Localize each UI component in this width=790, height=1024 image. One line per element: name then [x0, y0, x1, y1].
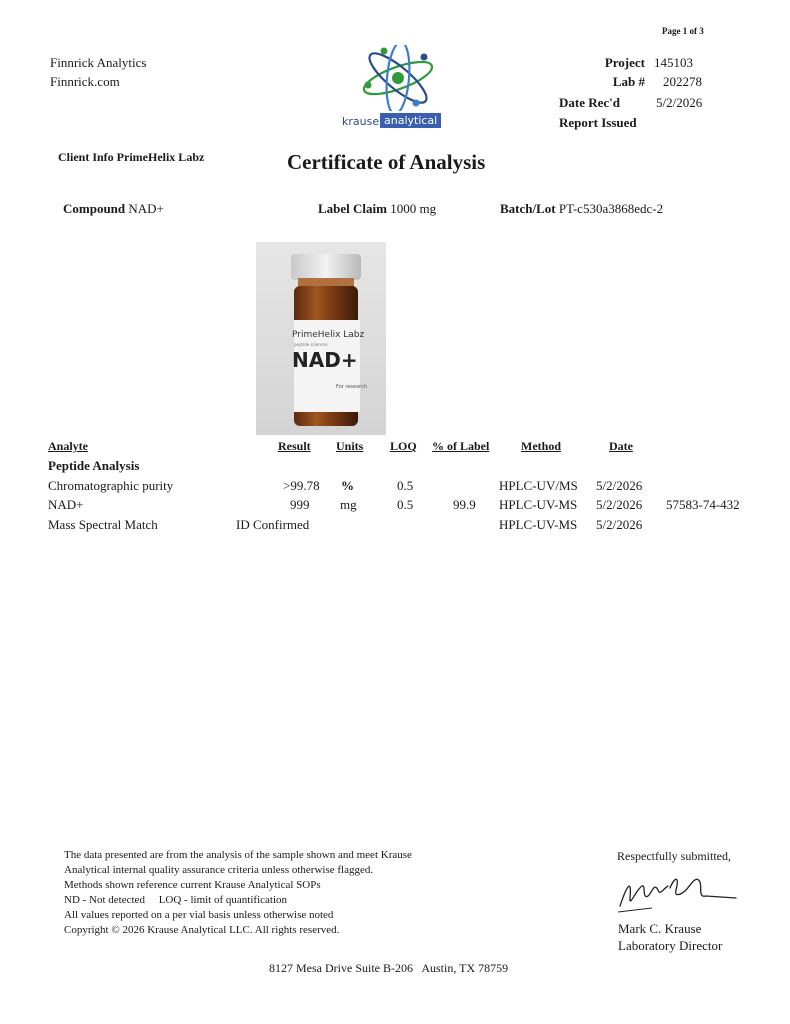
project-value: 145103	[654, 55, 693, 70]
table-cell-analyte: Chromatographic purity	[48, 478, 174, 493]
atom-logo-icon	[356, 45, 440, 111]
compound-value: NAD+	[128, 201, 164, 216]
signature-icon	[612, 868, 742, 918]
signer-name: Mark C. Krause	[618, 921, 702, 936]
org-name: Finnrick Analytics	[50, 55, 147, 70]
table-cell-units: mg	[340, 497, 357, 512]
col-header-loq: LOQ	[390, 439, 417, 453]
footer-note: ND - Not detected LOQ - limit of quantification	[64, 894, 287, 906]
col-header-method: Method	[521, 439, 561, 453]
table-cell-method: HPLC-UV-MS	[499, 497, 578, 512]
respectfully-submitted: Respectfully submitted,	[617, 849, 731, 863]
table-cell-result: 999	[290, 497, 310, 512]
col-header-analyte: Analyte	[48, 439, 88, 453]
signer-title: Laboratory Director	[618, 938, 723, 953]
page-number: Page 1 of 3	[662, 26, 704, 36]
footer-address: 8127 Mesa Drive Suite B-206 Austin, TX 78759	[269, 961, 509, 975]
col-header-pct-label: % of Label	[432, 439, 490, 453]
table-cell-loq: 0.5	[397, 497, 414, 512]
footer-notes	[64, 848, 494, 938]
batch-field	[500, 201, 663, 217]
col-header-date: Date	[609, 439, 633, 453]
footer-note: The data presented are from the analysis of the sample shown and meet Krause	[64, 849, 412, 861]
table-cell-date: 5/2/2026	[596, 478, 643, 493]
compound-field	[63, 201, 164, 217]
footer-note: Methods shown reference current Krause Analytical SOPs	[64, 879, 321, 891]
label-claim-label: Label Claim	[318, 201, 387, 216]
table-cell-method: HPLC-UV-MS	[499, 517, 578, 532]
footer-note: All values reported on a per vial basis unless otherwise noted	[64, 909, 334, 921]
table-cell-date: 5/2/2026	[596, 517, 643, 532]
table-cell-result: >99.78	[283, 478, 320, 493]
batch-label: Batch/Lot	[500, 201, 556, 216]
report-issued-label: Report Issued	[559, 115, 637, 130]
vial-product: NAD+	[292, 348, 358, 372]
logo-word-analytical: analytical	[380, 113, 441, 128]
logo-word-krause: krause	[342, 115, 380, 128]
project-label: Project	[604, 55, 645, 70]
vial-brand: PrimeHelix Labz	[292, 330, 365, 340]
batch-value: PT-c530a3868edc-2	[558, 201, 664, 216]
table-cell-result: ID Confirmed	[236, 517, 310, 532]
date-recd-value: 5/2/2026	[656, 95, 703, 110]
vial-subbrand: peptide sciences	[294, 342, 328, 347]
label-claim-field	[318, 201, 436, 217]
date-recd-label: Date Rec'd	[559, 95, 621, 110]
footer-note: Copyright © 2026 Krause Analytical LLC. All rights reserved.	[64, 924, 340, 936]
table-cell-date: 5/2/2026	[596, 497, 643, 512]
client-info: Client Info PrimeHelix Labz	[58, 150, 205, 164]
col-header-result: Result	[278, 439, 311, 453]
table-cell-analyte: Mass Spectral Match	[48, 517, 158, 532]
vial-note: For research	[336, 384, 368, 390]
table-cell-method: HPLC-UV/MS	[499, 478, 578, 493]
krause-analytical-logo	[338, 45, 458, 133]
label-claim-value: 1000 mg	[390, 201, 437, 216]
table-cell-loq: 0.5	[397, 478, 414, 493]
table-cell-analyte: NAD+	[48, 497, 84, 512]
table-cell-pct-label: 99.9	[453, 497, 476, 512]
col-header-units: Units	[336, 439, 364, 453]
sample-vial-photo	[256, 242, 386, 435]
table-cell-extra: 57583-74-432	[666, 497, 740, 512]
page-title: Certificate of Analysis	[287, 150, 486, 174]
org-website: Finnrick.com	[50, 74, 120, 89]
compound-label: Compound	[63, 201, 126, 216]
footer-note: Analytical internal quality assurance criteria unless otherwise flagged.	[64, 864, 374, 876]
lab-value: 202278	[663, 74, 702, 89]
section-heading: Peptide Analysis	[48, 458, 140, 473]
lab-label: Lab #	[612, 74, 645, 89]
table-cell-units: %	[341, 478, 354, 493]
